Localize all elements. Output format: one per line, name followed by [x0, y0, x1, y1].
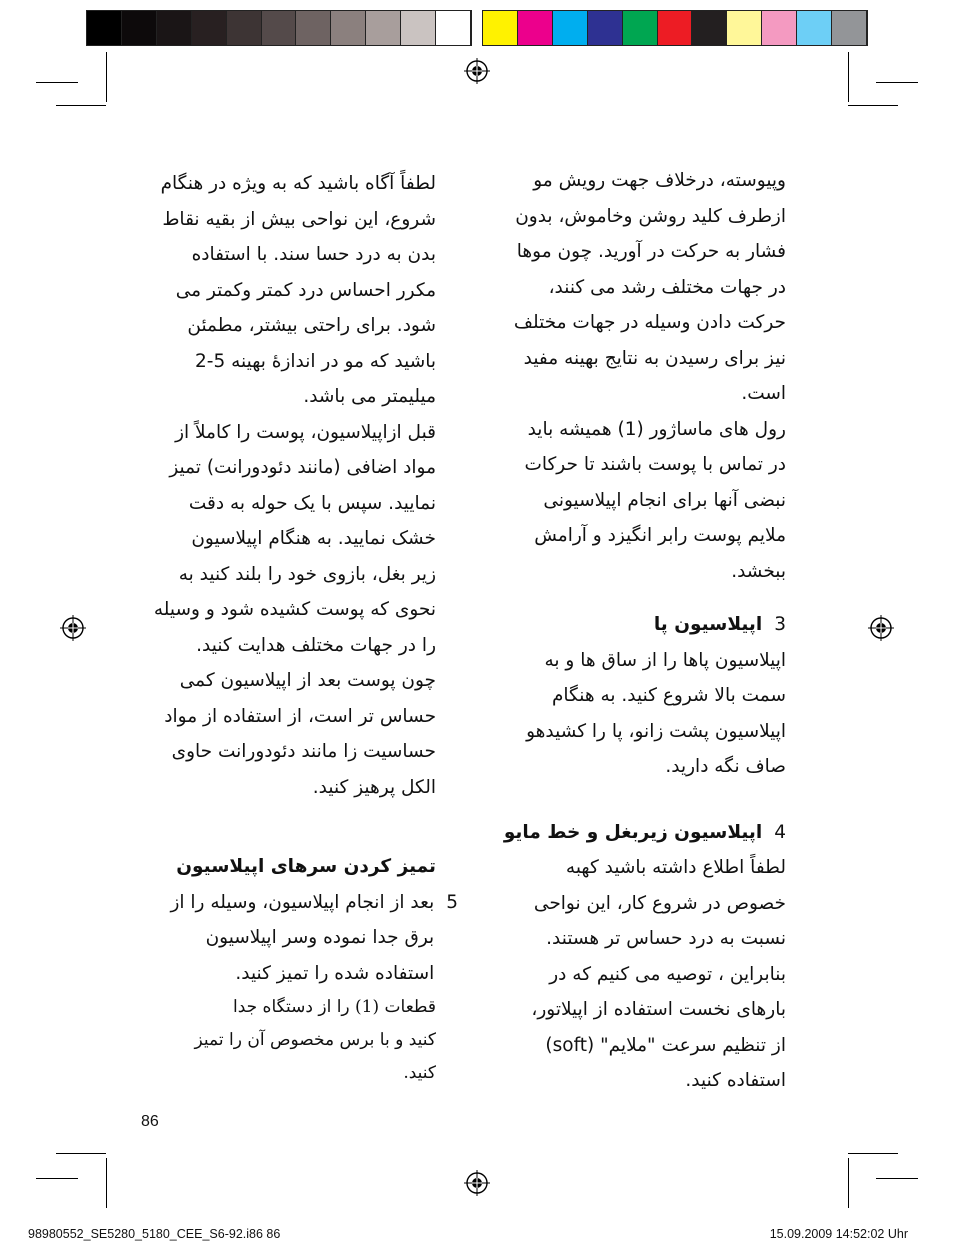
crop-mark: [56, 1153, 106, 1154]
text-line: خشک نمایید. به هنگام اپیلاسیون: [191, 528, 436, 549]
text-line: اپیلاسیون پاها را از ساق ها و به: [544, 649, 786, 671]
color-swatch: [157, 11, 192, 45]
text-line: چون پوست بعد از اپیلاسیون کمی: [179, 670, 436, 691]
registration-mark-icon: [464, 58, 490, 84]
text-line: از تنظیم سرعت "ملایم" (soft): [545, 1034, 786, 1056]
paragraph: [136, 415, 436, 806]
text-line: استفاده کنید.: [685, 1070, 786, 1091]
color-swatch: [832, 11, 867, 45]
text-line: شود. برای راحتی بیشتر، مطمئن: [187, 315, 436, 336]
paragraph: [486, 643, 786, 785]
color-swatch: [762, 11, 797, 45]
numbered-step: [136, 885, 458, 992]
text-line: باشید که مو در اندازۀ بهینه 5-2: [194, 350, 436, 372]
text-line: حساس تر است، از استفاده از مواد: [164, 705, 436, 727]
paragraph: [486, 412, 786, 590]
text-line: کنید و با برس مخصوص آن را تمیز: [194, 1030, 436, 1050]
grayscale-color-bar: [86, 10, 472, 46]
section-heading: [486, 607, 786, 643]
text-line: نسبت به درد حساس تر هستند.: [546, 928, 786, 949]
left-text-column: [136, 166, 458, 1090]
crop-mark: [876, 1178, 918, 1179]
crop-mark: [848, 1158, 849, 1208]
text-line: نیز برای رسیدن به نتایج بهینه مفید: [523, 347, 786, 369]
text-line: صاف نگه دارید.: [665, 756, 786, 777]
text-line: بعد از انجام اپیلاسیون، وسیله را از: [170, 891, 435, 913]
color-swatch: [588, 11, 623, 45]
text-line: سمت بالا شروع کنید. به هنگام: [551, 685, 786, 706]
section-heading: [136, 849, 436, 885]
process-color-bar: [482, 10, 868, 46]
crop-mark: [106, 52, 107, 102]
footer-file-info: 98980552_SE5280_5180_CEE_S6-92.i86 86: [28, 1227, 281, 1241]
text-line: خصوص در شروع کار، این نواحی: [533, 892, 786, 914]
text-line: لطفاً اطلاع داشته باشید کهبه: [565, 857, 786, 878]
color-swatch: [518, 11, 553, 45]
crop-mark: [36, 1178, 78, 1179]
text-line: استفاده شده را تمیز کنید.: [235, 962, 435, 984]
color-swatch: [727, 11, 762, 45]
color-swatch: [483, 11, 518, 45]
color-swatch: [122, 11, 157, 45]
color-swatch: [366, 11, 401, 45]
page-number: 86: [141, 1113, 159, 1130]
paragraph: [486, 163, 786, 412]
text-line: بارهای نخست استفاده از اپیلاتور،: [531, 999, 786, 1020]
text-line: ازطرف کلید روشن وخاموش، بدون: [515, 205, 786, 227]
color-swatch: [436, 11, 471, 45]
crop-mark: [848, 52, 849, 102]
color-swatch: [296, 11, 331, 45]
text-line: ملایم پوست رابر انگیزد و آرامش: [534, 525, 786, 546]
color-swatch: [553, 11, 588, 45]
text-line: بدن به درد حسا سند. با استفاده: [191, 244, 436, 265]
section-title: تمیز کردن سرهای اپیلاسیون: [176, 856, 436, 877]
step-number: 5: [446, 891, 458, 913]
text-line: اپیلاسیون پشت زانو، پا را کشیدهو: [526, 720, 786, 742]
registration-mark-icon: [464, 1170, 490, 1196]
text-line: قبل ازاپیلاسیون، پوست را کاملاً از: [175, 421, 436, 443]
text-line: میلیمتر می باشد.: [303, 386, 436, 407]
section-title: اپیلاسیون پا: [653, 614, 763, 635]
text-line: الکل پرهیز کنید.: [312, 776, 436, 798]
text-line: حرکت دادن وسیله در جهات مختلف: [513, 312, 786, 333]
color-swatch: [262, 11, 297, 45]
text-line: را در جهات مختلف هدایت کنید.: [196, 634, 436, 656]
text-line: برق جدا نموده وسر اپیلاسیون: [205, 927, 435, 948]
crop-mark: [848, 105, 898, 106]
color-swatch: [401, 11, 436, 45]
registration-mark-icon: [60, 615, 86, 641]
text-line: بنابراین ، توصیه می کنیم که در: [549, 963, 786, 985]
text-line: رول های ماساژور (1) همیشه باید: [527, 418, 786, 440]
text-line: زیر بغل، بازوی خود را بلند کنید به: [178, 563, 436, 585]
footer-timestamp: 15.09.2009 14:52:02 Uhr: [769, 1227, 908, 1241]
color-swatch: [227, 11, 262, 45]
paragraph: [136, 166, 436, 415]
text-line: مواد اضافی (مانند دئودورانت) تمیز: [169, 457, 436, 478]
color-swatch: [623, 11, 658, 45]
color-swatch: [797, 11, 832, 45]
registration-mark-icon: [868, 615, 894, 641]
text-line: کنید.: [403, 1063, 436, 1083]
text-line: قطعات (1) را از دستگاه جدا: [232, 997, 436, 1017]
color-swatch: [192, 11, 227, 45]
text-line: نحوی که پوست کشیده شود و وسیله: [153, 599, 436, 620]
text-line: لطفاً آگاه باشید که به ویژه در هنگام: [160, 173, 436, 194]
section-number: 4: [774, 821, 786, 843]
color-swatch: [331, 11, 366, 45]
text-line: شروع، این نواحی بیش از بقیه نقاط: [162, 208, 436, 230]
right-text-column: [486, 163, 786, 1099]
crop-mark: [56, 105, 106, 106]
paragraph: [486, 850, 786, 1099]
text-line: فشار به حرکت در آورید. چون موها: [516, 241, 786, 262]
color-swatch: [692, 11, 727, 45]
crop-mark: [848, 1153, 898, 1154]
section-number: 3: [774, 614, 786, 635]
text-line: مکرر احساس درد کمتر وکمتر می: [175, 279, 436, 301]
text-line: نمایید. سپس با یک حوله به دقت: [188, 492, 436, 514]
crop-mark: [106, 1158, 107, 1208]
section-title: اپیلاسیون زیربغل و خط مایو: [503, 821, 763, 843]
crop-mark: [36, 82, 78, 83]
crop-mark: [876, 82, 918, 83]
text-line: نبضی آنها برای انجام اپیلاسیونی: [543, 489, 786, 511]
text-line: حساسیت زا مانند دئودورانت حاوی: [171, 741, 436, 762]
section-heading: [486, 815, 786, 851]
text-line: است.: [741, 383, 786, 404]
color-swatch: [87, 11, 122, 45]
text-line: وپیوسته، درخلاف جهت رویش مو: [533, 170, 786, 191]
note-paragraph: [136, 991, 436, 1090]
text-line: ببخشد.: [731, 560, 786, 582]
text-line: در تماس با پوست باشند تا حرکات: [524, 454, 786, 475]
color-swatch: [658, 11, 693, 45]
text-line: در جهات مختلف رشد می کنند،: [548, 276, 786, 298]
